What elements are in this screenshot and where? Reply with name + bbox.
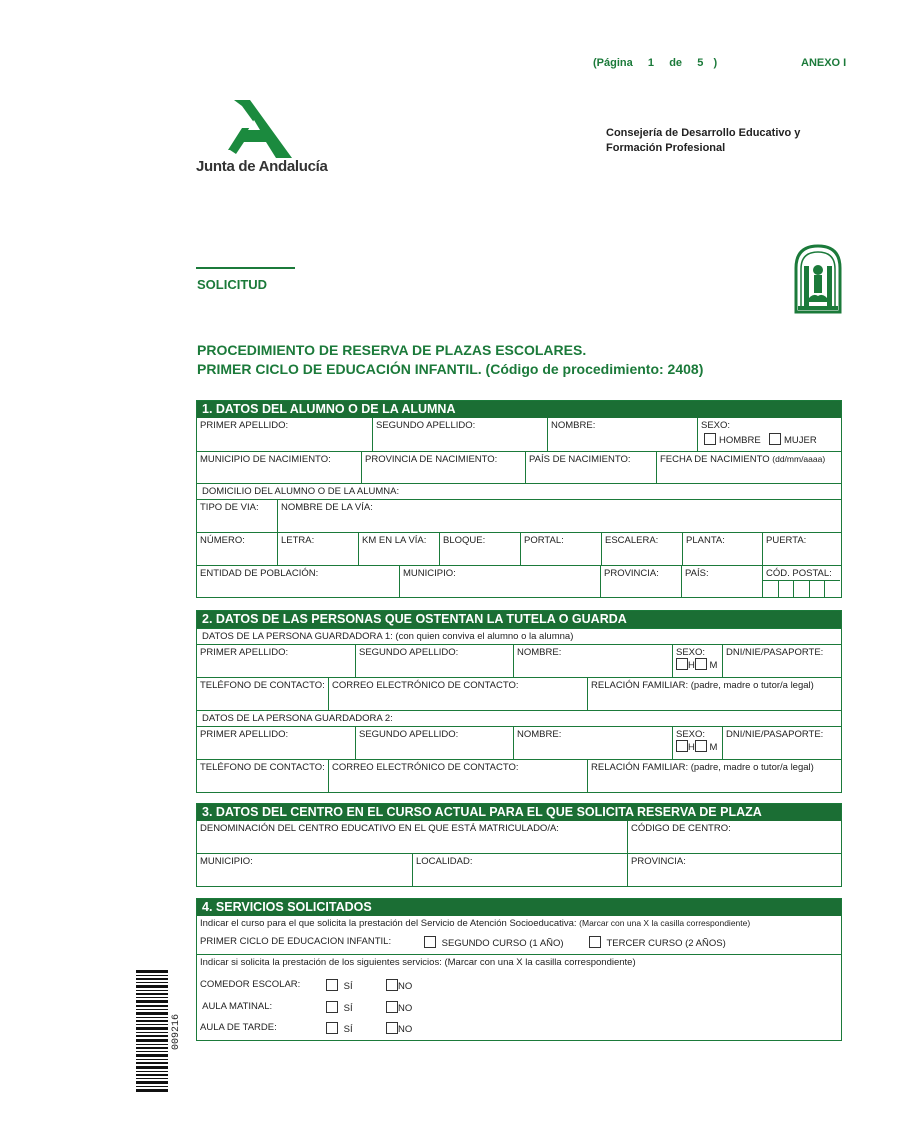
numero-field[interactable]: NÚMERO: — [200, 535, 245, 546]
guard1-dni[interactable]: DNI/NIE/PASAPORTE: — [722, 645, 840, 677]
guard1-heading-row — [197, 628, 841, 644]
guard1-contact-row — [197, 677, 841, 710]
portal-field[interactable]: PORTAL: — [520, 533, 601, 565]
consejeria-line1: Consejería de Desarrollo Educativo y — [606, 127, 801, 139]
guard1-sexo-label: SEXO: — [676, 647, 706, 658]
service-label-tarde: AULA DE TARDE: — [200, 1022, 277, 1033]
guard2-m-checkbox[interactable] — [695, 740, 707, 752]
guard2-name-row — [197, 726, 841, 759]
matinal-yes-checkbox[interactable] — [326, 1001, 338, 1013]
section-student — [196, 400, 842, 598]
guard2-relacion[interactable]: RELACIÓN FAMILIAR: (padre, madre o tutor/a legal) — [587, 760, 840, 792]
consejeria — [606, 126, 800, 156]
guard2-heading: DATOS DE LA PERSONA GUARDADORA 2: — [202, 713, 393, 724]
procedure-title — [197, 341, 703, 379]
procedure-title-line2: PRIMER CICLO DE EDUCACIÓN INFANTIL. (Código de procedimiento: 2408) — [197, 361, 704, 377]
annex-label: ANEXO I — [801, 57, 847, 69]
page-current: 1 — [647, 57, 655, 69]
guard1-nombre[interactable]: NOMBRE: — [513, 645, 672, 677]
comedor-yes-label: SÍ — [343, 981, 353, 992]
domicilio-heading-row — [197, 483, 841, 499]
org-name: Junta de Andalucía — [196, 158, 328, 175]
guard1-name-row — [197, 644, 841, 677]
form-code: 009216 — [171, 1013, 182, 1050]
guard2-contact-row — [197, 759, 841, 792]
fecha-format: (dd/mm/aaaa) — [772, 454, 826, 464]
primer-apellido-field[interactable]: PRIMER APELLIDO: — [200, 420, 289, 431]
page-total: 5 — [697, 57, 704, 69]
section-title: 4. SERVICIOS SOLICITADOS — [197, 899, 841, 916]
guard2-nombre[interactable]: NOMBRE: — [513, 727, 672, 759]
doc-type: SOLICITUD — [197, 277, 268, 292]
tercer-curso-option[interactable] — [586, 936, 726, 949]
provincia-nacimiento-field[interactable]: PROVINCIA DE NACIMIENTO: — [361, 452, 525, 483]
nombre-field[interactable]: NOMBRE: — [547, 418, 697, 451]
comedor-no-checkbox[interactable] — [386, 979, 398, 991]
tarde-no-checkbox[interactable] — [386, 1022, 398, 1034]
section-center — [196, 803, 842, 887]
course-instruction — [197, 916, 841, 931]
guard1-segundo-apellido[interactable]: SEGUNDO APELLIDO: — [355, 645, 513, 677]
section-title: 1. DATOS DEL ALUMNO O DE LA ALUMNA — [197, 401, 841, 418]
pais-field[interactable]: PAÍS: — [681, 566, 762, 597]
segundo-curso-option[interactable] — [421, 936, 564, 949]
via-row — [197, 499, 841, 532]
nombre-via-field[interactable]: NOMBRE DE LA VÍA: — [277, 500, 841, 532]
fecha-nacimiento-field[interactable] — [656, 452, 840, 483]
page-indicator — [593, 57, 717, 69]
guard2-correo[interactable]: CORREO ELECTRÓNICO DE CONTACTO: — [328, 760, 587, 792]
codigo-centro-field[interactable]: CÓDIGO DE CENTRO: — [627, 821, 840, 853]
centro-municipio-field[interactable]: MUNICIPIO: — [200, 856, 253, 867]
guard2-sexo — [672, 727, 722, 759]
domicilio-heading: DOMICILIO DEL ALUMNO O DE LA ALUMNA: — [202, 486, 400, 497]
tarde-no-label: NO — [398, 1024, 413, 1035]
service-tarde-yes[interactable] — [323, 1022, 353, 1035]
course-instruction-text: Indicar el curso para el que solicita la prestación del Servicio de Atención Socioeducativa: — [200, 918, 577, 929]
mujer-label: MUJER — [783, 435, 817, 446]
page-of: de — [669, 57, 683, 69]
provincia-field[interactable]: PROVINCIA: — [600, 566, 681, 597]
guard2-heading-row — [197, 710, 841, 726]
planta-field[interactable]: PLANTA: — [682, 533, 762, 565]
center-location-row — [197, 853, 841, 886]
service-label-matinal: AULA MATINAL: — [200, 1001, 273, 1012]
guard2-segundo-apellido[interactable]: SEGUNDO APELLIDO: — [355, 727, 513, 759]
section-title: 3. DATOS DEL CENTRO EN EL CURSO ACTUAL PARA EL QUE SOLICITA RESERVA DE PLAZA — [197, 804, 841, 821]
location-row — [197, 565, 841, 597]
primer-ciclo-label: PRIMER CICLO DE EDUCACION INFANTIL: — [200, 936, 392, 947]
doc-type-rule — [196, 267, 295, 269]
section-services — [196, 898, 842, 1041]
student-name-row — [197, 418, 841, 451]
guard1-m-checkbox[interactable] — [695, 658, 707, 670]
hombre-checkbox[interactable] — [704, 433, 716, 445]
barcode-icon — [136, 970, 168, 1094]
consejeria-line2: Formación Profesional — [606, 142, 726, 154]
segundo-curso-checkbox[interactable] — [424, 936, 436, 948]
pais-nacimiento-field[interactable]: PAÍS DE NACIMIENTO: — [525, 452, 656, 483]
comedor-no-label: NO — [398, 981, 413, 992]
guard2-h-checkbox[interactable] — [676, 740, 688, 752]
mujer-checkbox[interactable] — [769, 433, 781, 445]
guard2-h-label: H — [688, 742, 695, 753]
service-comedor-no[interactable] — [386, 979, 412, 992]
entidad-field[interactable]: ENTIDAD DE POBLACIÓN: — [200, 568, 319, 579]
tipo-via-field[interactable]: TIPO DE VIA: — [200, 502, 259, 513]
matinal-no-checkbox[interactable] — [386, 1001, 398, 1013]
section-title: 2. DATOS DE LAS PERSONAS QUE OSTENTAN LA TUTELA O GUARDA — [197, 611, 841, 628]
guard2-telefono[interactable]: TELÉFONO DE CONTACTO: — [200, 762, 325, 773]
page-label: (Página — [593, 57, 633, 69]
service-comedor-yes[interactable] — [323, 979, 353, 992]
matinal-yes-label: SÍ — [343, 1003, 353, 1014]
cod-postal-label: CÓD. POSTAL: — [766, 568, 832, 579]
letra-field[interactable]: LETRA: — [277, 533, 358, 565]
service-label-comedor: COMEDOR ESCOLAR: — [200, 979, 301, 990]
tercer-curso-checkbox[interactable] — [589, 936, 601, 948]
guard1-heading: DATOS DE LA PERSONA GUARDADORA 1: (con quien conviva el alumno o la alumna) — [202, 631, 574, 642]
course-instruction-note: (Marcar con una X la casilla correspondiente) — [579, 918, 751, 928]
service-matinal-no[interactable] — [386, 1001, 412, 1014]
section-guardians — [196, 610, 842, 793]
guard1-relacion[interactable]: RELACIÓN FAMILIAR: (padre, madre o tutor/a legal) — [587, 678, 840, 710]
sexo-label: SEXO: — [701, 420, 731, 431]
cod-postal-field[interactable] — [762, 566, 840, 597]
service-tarde-no[interactable] — [386, 1022, 412, 1035]
guard1-primer-apellido[interactable]: PRIMER APELLIDO: — [200, 647, 289, 658]
course-block — [197, 916, 841, 954]
centro-provincia-field[interactable]: PROVINCIA: — [627, 854, 840, 886]
junta-logo-icon — [196, 98, 336, 158]
fecha-nacimiento-label: FECHA DE NACIMIENTO — [660, 454, 770, 465]
cod-postal-boxes — [763, 580, 840, 597]
service-matinal-yes[interactable] — [323, 1001, 353, 1014]
guard1-sexo — [672, 645, 722, 677]
puerta-field[interactable]: PUERTA: — [762, 533, 840, 565]
tarde-yes-checkbox[interactable] — [326, 1022, 338, 1034]
municipio-field[interactable]: MUNICIPIO: — [399, 566, 600, 597]
tarde-yes-label: SÍ — [343, 1024, 353, 1035]
km-field[interactable]: KM EN LA VÍA: — [358, 533, 439, 565]
andalucia-seal-icon — [792, 242, 844, 314]
page-close: ) — [713, 57, 718, 69]
comedor-yes-checkbox[interactable] — [326, 979, 338, 991]
procedure-title-line1: PROCEDIMIENTO DE RESERVA DE PLAZAS ESCOLARES. — [197, 342, 587, 358]
hombre-label: HOMBRE — [719, 435, 761, 446]
guard2-dni[interactable]: DNI/NIE/PASAPORTE: — [722, 727, 840, 759]
guard1-h-checkbox[interactable] — [676, 658, 688, 670]
guard2-sexo-label: SEXO: — [676, 729, 706, 740]
birth-row — [197, 451, 841, 483]
segundo-curso-label: SEGUNDO CURSO (1 AÑO) — [441, 938, 564, 949]
segundo-apellido-field[interactable]: SEGUNDO APELLIDO: — [372, 418, 547, 451]
denominacion-field[interactable]: DENOMINACIÓN DEL CENTRO EDUCATIVO EN EL QUE ESTÁ MATRICULADO/A: — [200, 823, 559, 834]
guard1-h-label: H — [688, 660, 695, 671]
guard1-m-label: M — [709, 660, 718, 671]
municipio-nacimiento-field[interactable]: MUNICIPIO DE NACIMIENTO: — [200, 454, 331, 465]
matinal-no-label: NO — [398, 1003, 413, 1014]
guard2-m-label: M — [709, 742, 718, 753]
services-block — [197, 954, 841, 1041]
center-name-row — [197, 821, 841, 853]
escalera-field[interactable]: ESCALERA: — [601, 533, 682, 565]
centro-localidad-field[interactable]: LOCALIDAD: — [412, 854, 627, 886]
tercer-curso-label: TERCER CURSO (2 AÑOS) — [606, 938, 726, 949]
bloque-field[interactable]: BLOQUE: — [439, 533, 520, 565]
guard1-correo[interactable]: CORREO ELECTRÓNICO DE CONTACTO: — [328, 678, 587, 710]
sexo-field — [697, 418, 840, 451]
guard2-primer-apellido[interactable]: PRIMER APELLIDO: — [200, 729, 289, 740]
address-detail-row — [197, 532, 841, 565]
services-instruction: Indicar si solicita la prestación de los siguientes servicios: (Marcar con una X la casilla correspondiente) — [200, 957, 636, 968]
guard1-telefono[interactable]: TELÉFONO DE CONTACTO: — [200, 680, 325, 691]
